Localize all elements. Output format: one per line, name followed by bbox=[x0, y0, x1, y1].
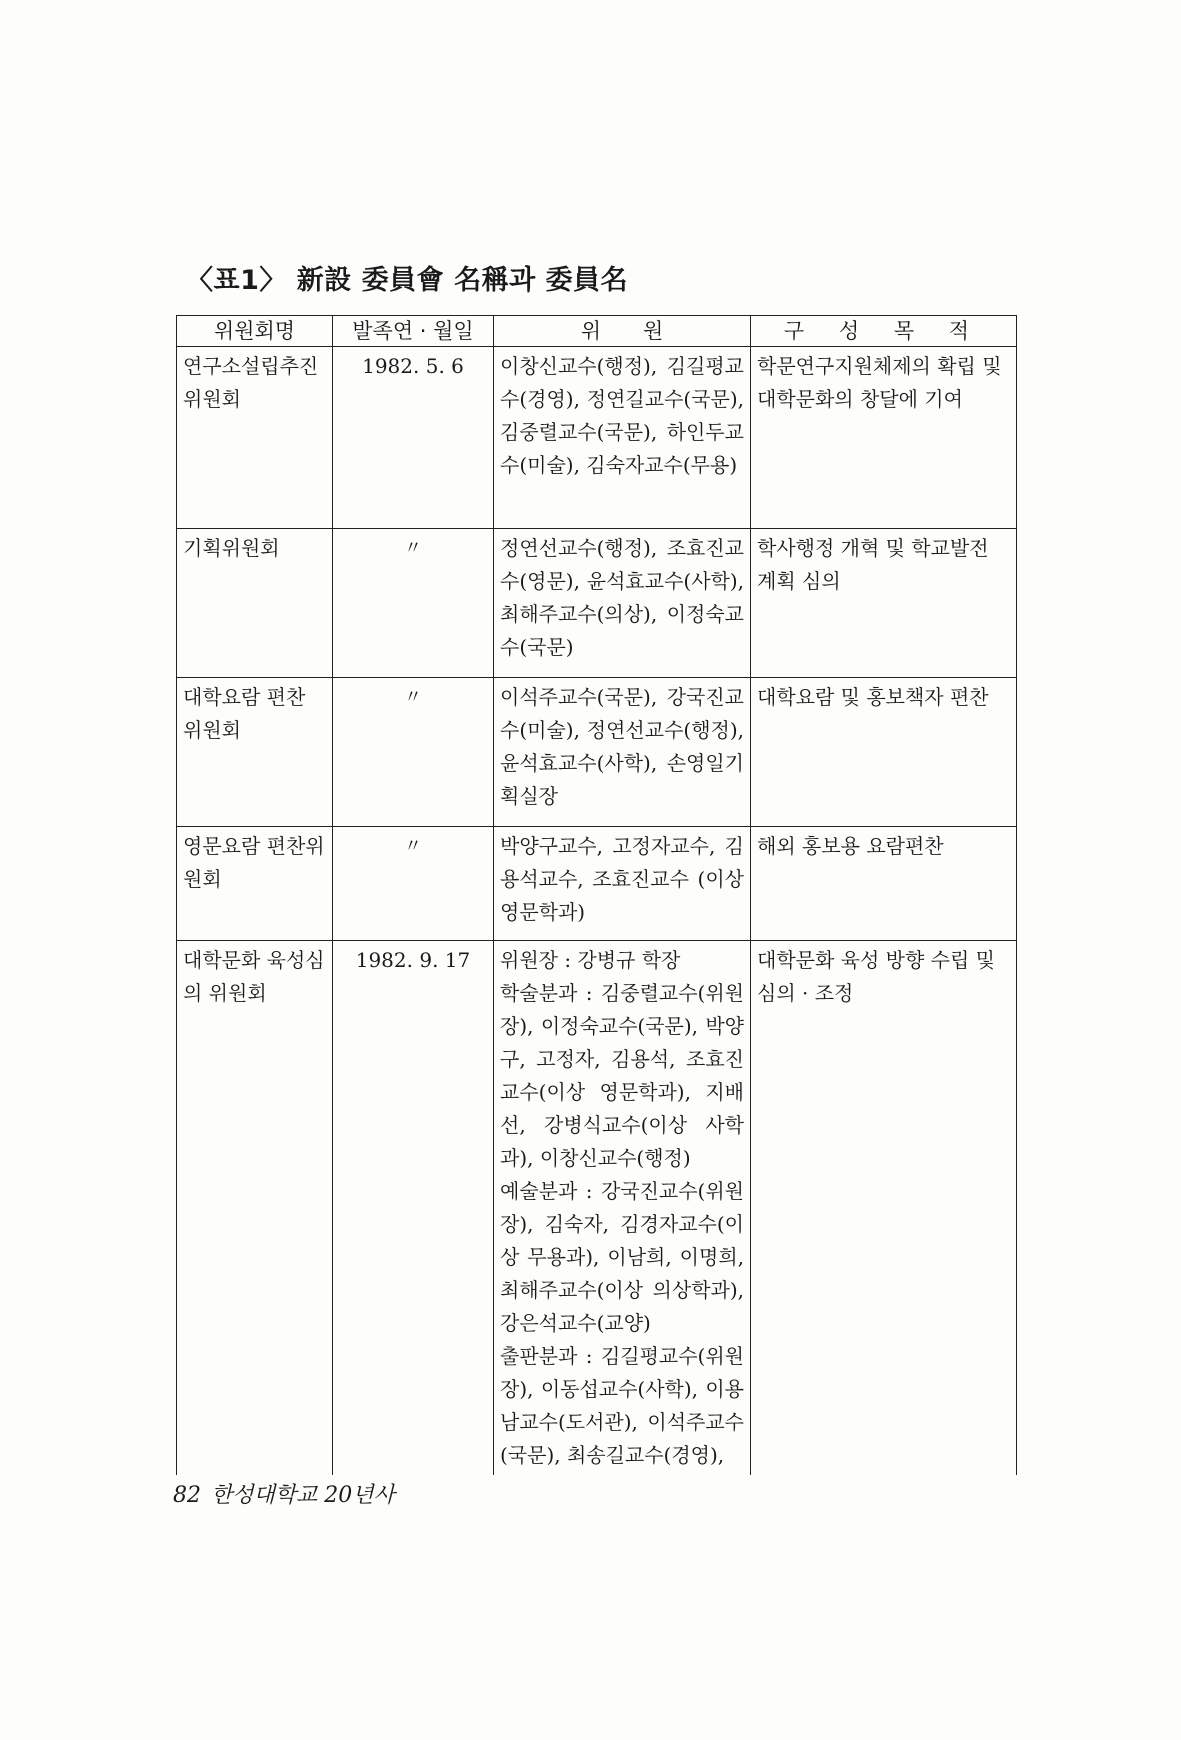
book-title: 한성대학교 20년사 bbox=[211, 1483, 395, 1508]
founded-date-cell: 1982. 9. 17 bbox=[333, 941, 494, 1476]
table-caption: 〈표1〉 新設 委員會 名稱과 委員名 bbox=[186, 265, 629, 296]
academic-subcommittee: 학술분과 : 김중렬교수(위원장), 이정숙교수(국문), 박양구, 고정자, 김용석, 조효진교수(이상 영문학과), 지배선, 강병식교수(이상 사학과), 이창신교수(행정) bbox=[500, 981, 744, 1170]
committee-name-cell: 대학문화 육성심의 위원회 bbox=[177, 941, 333, 1476]
members-cell: 박양구교수, 고정자교수, 김용석교수, 조효진교수 (이상 영문학과) bbox=[494, 827, 751, 941]
header-purpose: 구 성 목 적 bbox=[751, 316, 1017, 347]
table-row bbox=[177, 827, 1017, 941]
table-row bbox=[177, 347, 1017, 529]
header-founded-date: 발족연 · 월일 bbox=[333, 316, 494, 347]
ditto-mark: 〃 bbox=[333, 529, 494, 678]
members-cell: 이석주교수(국문), 강국진교수(미술), 정연선교수(행정), 윤석효교수(사학), 손영일기획실장 bbox=[494, 678, 751, 827]
table-row bbox=[177, 529, 1017, 678]
chairman-line: 위원장 : 강병규 학장 bbox=[500, 948, 681, 972]
table-row bbox=[177, 941, 1017, 1476]
founded-date-cell: 1982. 5. 6 bbox=[333, 347, 494, 529]
committee-name-cell: 대학요람 편찬 위원회 bbox=[177, 678, 333, 827]
page-number: 82 bbox=[173, 1483, 201, 1508]
header-committee-name: 위원회명 bbox=[177, 316, 333, 347]
header-members: 위 원 bbox=[494, 316, 751, 347]
committee-table bbox=[176, 315, 1017, 1475]
purpose-cell: 대학요람 및 홍보책자 편찬 bbox=[751, 678, 1017, 827]
committee-name-cell: 영문요람 편찬위원회 bbox=[177, 827, 333, 941]
committee-name-cell: 기획위원회 bbox=[177, 529, 333, 678]
table-header-row bbox=[177, 316, 1017, 347]
ditto-mark: 〃 bbox=[333, 827, 494, 941]
members-cell bbox=[494, 941, 751, 1476]
arts-subcommittee: 예술분과 : 강국진교수(위원장), 김숙자, 김경자교수(이상 무용과), 이남희, 이명희, 최해주교수(이상 의상학과), 강은석교수(교양) bbox=[500, 1179, 744, 1335]
members-cell: 정연선교수(행정), 조효진교수(영문), 윤석효교수(사학), 최해주교수(의상), 이정숙교수(국문) bbox=[494, 529, 751, 678]
committee-name-cell: 연구소설립추진 위원회 bbox=[177, 347, 333, 529]
ditto-mark: 〃 bbox=[333, 678, 494, 827]
members-cell: 이창신교수(행정), 김길평교수(경영), 정연길교수(국문), 김중렬교수(국문), 하인두교수(미술), 김숙자교수(무용) bbox=[494, 347, 751, 529]
purpose-cell: 학사행정 개혁 및 학교발전 계획 심의 bbox=[751, 529, 1017, 678]
purpose-cell: 해외 홍보용 요람편찬 bbox=[751, 827, 1017, 941]
page-footer bbox=[173, 1478, 395, 1509]
table-row bbox=[177, 678, 1017, 827]
purpose-cell: 학문연구지원체제의 확립 및 대학문화의 창달에 기여 bbox=[751, 347, 1017, 529]
purpose-cell: 대학문화 육성 방향 수립 및 심의 · 조정 bbox=[751, 941, 1017, 1476]
publishing-subcommittee: 출판분과 : 김길평교수(위원장), 이동섭교수(사학), 이용남교수(도서관), 이석주교수(국문), 최송길교수(경영), bbox=[500, 1344, 744, 1467]
